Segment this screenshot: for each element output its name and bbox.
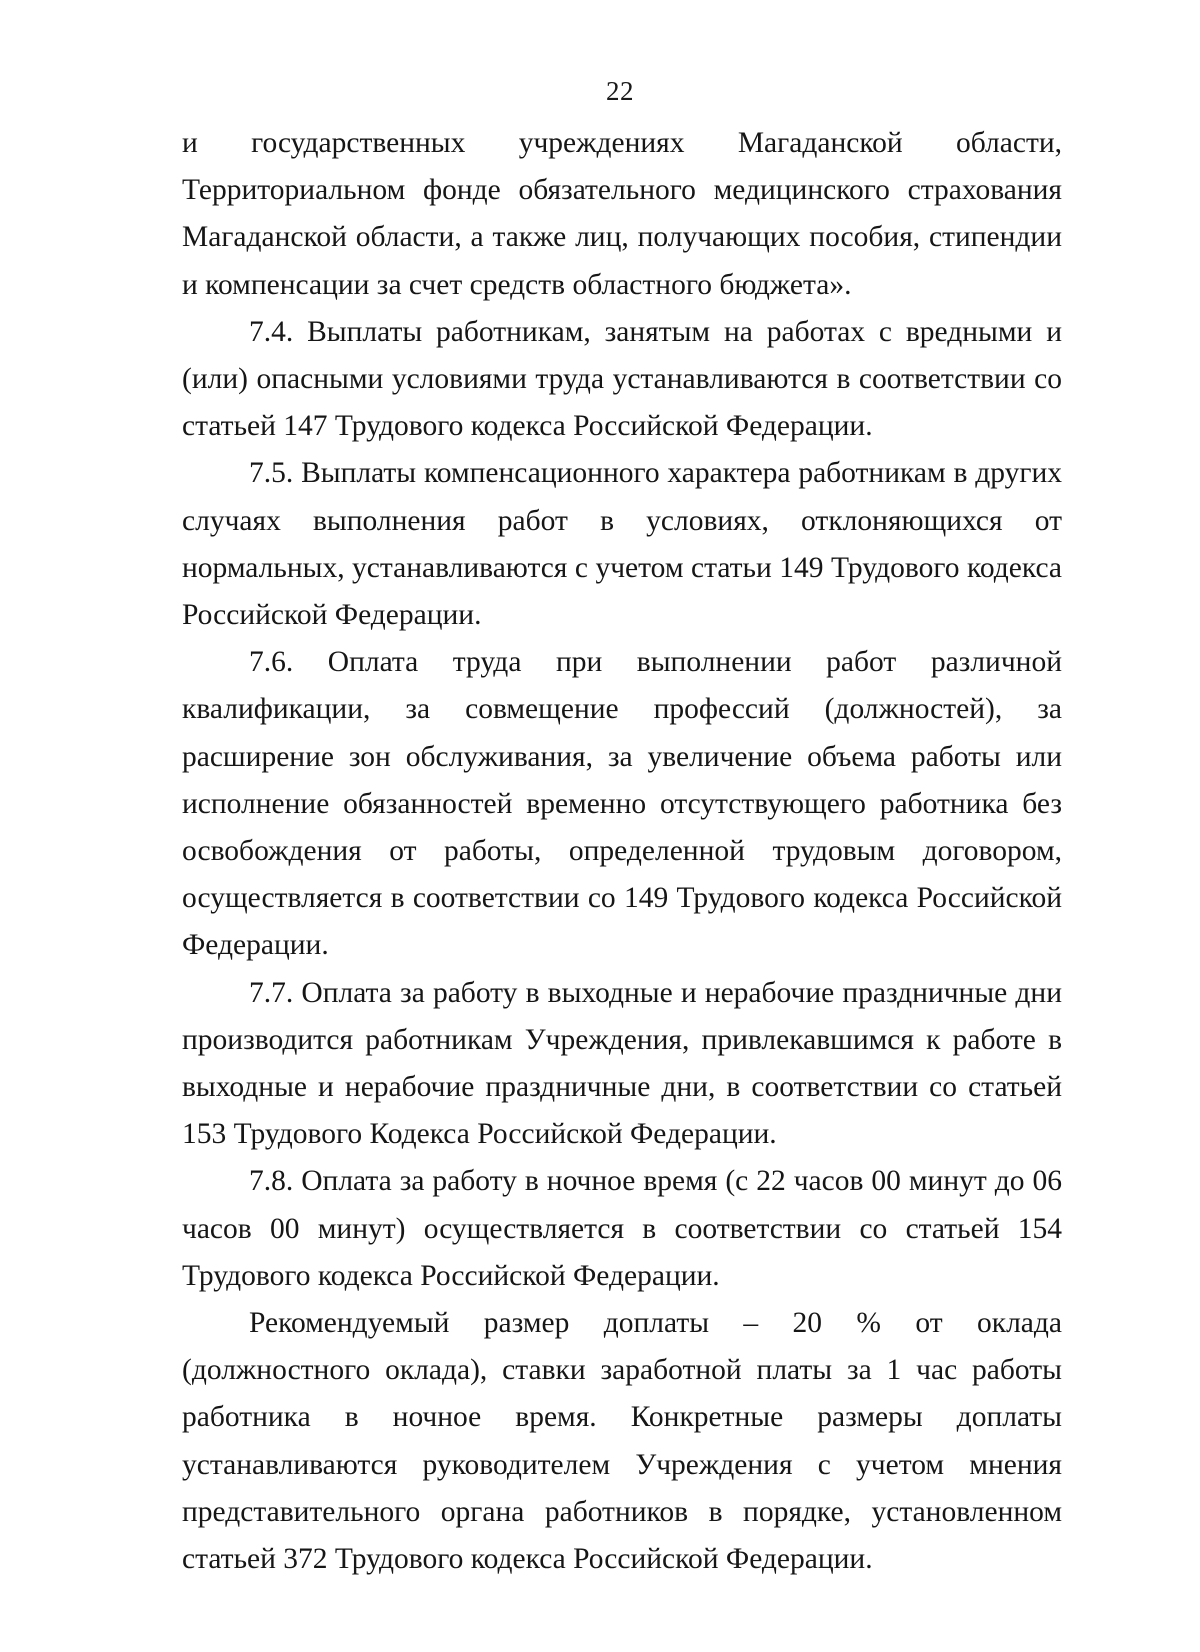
paragraph-7-7: 7.7. Оплата за работу в выходные и нерабочие праздничные дни производится работникам Учреждения, привлекавшимся к работе в выходные и нерабочие праздничные дни, в соответствии со статьей 153 Трудового Кодекса Российской Федерации. [182,976,1062,1151]
page-number: 22 [606,76,634,106]
paragraph-continuation: и государственных учреждениях Магаданской области, Территориальном фонде обязательного медицинского страхования Магаданской области, а также лиц, получающих пособия, стипендии и компенсации за счет средств областного бюджета». [182,127,1062,301]
paragraph-7-4: 7.4. Выплаты работникам, занятым на работах с вредными и (или) опасными условиями труда устанавливаются в соответствии со статьей 147 Трудового кодекса Российской Федерации. [182,315,1062,443]
document-body [182,120,1062,1583]
paragraph-recommended-surcharge: Рекомендуемый размер доплаты – 20 % от оклада (должностного оклада), ставки заработной платы за 1 час работы работника в ночное время. Конкретные размеры доплаты устанавливаются руководителем Учреждения с учетом мнения представительного органа работников в порядке, установленном статьей 372 Трудового кодекса Российской Федерации. [182,1307,1062,1576]
paragraph-7-8: 7.8. Оплата за работу в ночное время (с 22 часов 00 минут до 06 часов 00 минут) осуществляется в соответствии со статьей 154 Трудового кодекса Российской Федерации. [182,1165,1062,1292]
paragraph-7-6: 7.6. Оплата труда при выполнении работ различной квалификации, за совмещение профессий (должностей), за расширение зон обслуживания, за увеличение объема работы или исполнение обязанностей временно отсутствующего работника без освобождения от работы, определенной трудовым договором, осуществляется в соответствии со 149 Трудового кодекса Российской Федерации. [182,646,1062,962]
paragraph-7-5: 7.5. Выплаты компенсационного характера работникам в других случаях выполнения работ в условиях, отклоняющихся от нормальных, устанавливаются с учетом статьи 149 Трудового кодекса Российской Федерации. [182,457,1062,632]
